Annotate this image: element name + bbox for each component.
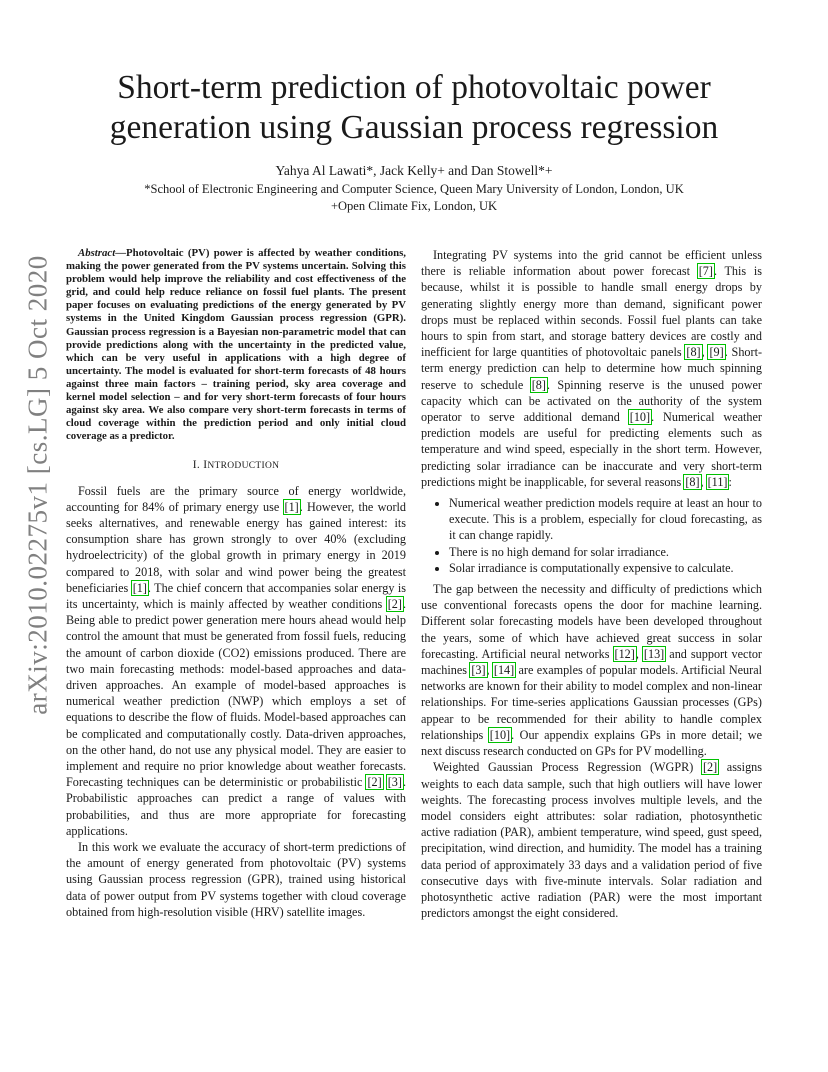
arxiv-identifier[interactable]: arXiv:2010.02275v1 [cs.LG] 5 Oct 2020 xyxy=(22,255,53,715)
title-line-1: Short-term prediction of photovoltaic power xyxy=(117,69,711,106)
citation-link[interactable]: [9] xyxy=(709,345,724,360)
paper-title xyxy=(60,68,768,148)
citation-link[interactable]: [10] xyxy=(629,410,651,425)
affiliations xyxy=(60,181,768,215)
abstract-label: Abstract xyxy=(78,247,116,259)
citation-link[interactable]: [13] xyxy=(643,646,665,661)
section-heading-introduction xyxy=(66,457,406,474)
citation-link[interactable]: [2] xyxy=(387,597,402,612)
intro-paragraph-3: Integrating PV systems into the grid cannot be efficient unless there is reliable information about power forecast [7]. This is because, whilst it is possible to handle small energy drops by generating slightly energy more than demand, significant power drops must be replaced within seconds. Fossil fuel plants can take hours to spin from start, and storage battery devices are costly and inefficient for large quantities of photovoltaic panels [8], [9]. Short-term energy prediction can help to determine how much spinning reserve to schedule [8]. Spinning reserve is the unused power capacity which can be activated on the authority of the system operator to serve additional demand [10]. Numerical weather prediction models are useful for predicting elements such as temperature and wind speed, especially in the short term. However, predicting solar irradiance can be inaccurate and very short-term predictions might be inapplicable, for several reasons [8], [11]: xyxy=(421,248,763,489)
citation-link[interactable]: [1] xyxy=(284,499,299,514)
section-title-initial: I xyxy=(203,459,208,472)
citation-link[interactable]: [1] xyxy=(132,580,147,595)
citation-link[interactable]: [7] xyxy=(698,264,713,279)
citation-link[interactable]: [8] xyxy=(531,377,546,392)
intro-paragraph-1: Fossil fuels are the primary source of energy worldwide, accounting for 84% of primary energy use [1]. However, the world seeks alternatives, and renewable energy has gained interest: its consumption share has grown strongly to over 40% (excluding hydroelectricity) of the global growth in primary energy in 2019 compared to 2018, with solar and wind power being the greatest beneficiaries [1]. The chief concern that accompanies solar energy is its uncertainty, which is mainly affected by weather conditions [2]. Being able to predict power generation mere hours ahead would help control the amount that must be generated from fossil fuels, reducing the amount of carbon dioxide (CO2) emissions produced. There are two main forecasting methods: model-based approaches and data-driven approaches. An example of model-based approaches is numerical weather prediction (NWP) which employs a set of equations to describe the flow of fluids. Model-based approaches can be complicated and computationally costly. Data-driven approaches, on the other hand, do not use any physical model. They are easier to implement and require no prior knowledge about weather forecasts. Forecasting techniques can be deterministic or probabilistic [2] [3]. Probabilistic approaches can predict a range of values with probabilities, and thus are more appropriate for forecasting applications. xyxy=(66,483,407,838)
citation-link[interactable]: [11] xyxy=(707,474,728,489)
section-title-rest: NTRODUCTION xyxy=(207,461,280,472)
citation-link[interactable]: [3] xyxy=(387,775,402,790)
author-list: Yahya Al Lawati*, Jack Kelly+ and Dan Stowell*+ xyxy=(275,163,553,178)
section-number: I. xyxy=(192,459,204,472)
intro-paragraph-2: In this work we evaluate the accuracy of short-term predictions of the amount of energy generated from photovoltaic (PV) systems using Gaussian process regression (GPR), trained using historical data of power output from PV systems together with cloud coverage obtained from high-resolution visible (HRV) satellite images. xyxy=(66,840,406,919)
list-item: • Numerical weather prediction models require at least an hour to execute. This is a problem, especially for cloud forecasting, as it can change rapidly. xyxy=(449,495,762,544)
affiliation-1: *School of Electronic Engineering and Computer Science, Queen Mary University of London, London, UK xyxy=(144,182,684,196)
right-column xyxy=(421,247,762,921)
list-item: • Solar irradiance is computationally expensive to calculate. xyxy=(449,560,762,576)
citation-link[interactable]: [2] xyxy=(702,760,718,775)
citation-link[interactable]: [12] xyxy=(614,646,635,661)
abstract xyxy=(66,247,406,443)
intro-paragraph-4: The gap between the necessity and difficulty of predictions which use conventional forecasts opens the door for machine learning. Different solar forecasting models have been developed throughout the years, some of which have achieved great success in solar forecasting. Artificial neural networks [12], [13] and support vector machines [3], [14] are examples of popular models. Artificial Neural networks are known for their ability to model complex and non-linear relationships. For time-series applications Gaussian processes (GPs) appear to be recommended for their ability to handle complex relationships [10]. Our appendix explains GPs in more detail; we next discuss research conducted on GPs for PV modelling. xyxy=(421,582,762,759)
affiliation-2: +Open Climate Fix, London, UK xyxy=(330,199,498,213)
citation-link[interactable]: [8] xyxy=(685,474,700,489)
left-column xyxy=(66,247,406,920)
citation-link[interactable]: [10] xyxy=(489,727,511,742)
citation-link[interactable]: [3] xyxy=(471,663,486,678)
citation-link[interactable]: [8] xyxy=(686,345,701,360)
limitations-list xyxy=(421,495,762,576)
intro-paragraph-5: Weighted Gaussian Process Regression (WGPR) [2] assigns weights to each data sample, such that high outliers will have lower weights. The forecasting process involves multiple levels, and the model considers eight attributes: solar radiation, photosynthetic active radiation (PAR), ambient temperature, wind speed, gust speed, precipitation, wind direction, and humidity. The model has a training data period of approximately 33 days and a validation period of five consecutive days with five-minute intervals. Solar radiation and photosynthetic active radiation (PAR) were the most important predictors amongst the eight considered. xyxy=(421,760,762,921)
citation-link[interactable]: [14] xyxy=(493,663,515,678)
citation-link[interactable]: [2] xyxy=(367,775,382,790)
title-line-2: generation using Gaussian process regression xyxy=(109,109,719,146)
list-item: • There is no high demand for solar irradiance. xyxy=(449,544,762,560)
abstract-text: —Photovoltaic (PV) power is affected by weather conditions, making the power generated from the PV systems uncertain. Solving this problem would help improve the reliability and cost effectiveness of the grid, and could help reduce reliance on fossil fuel plants. The present paper focuses on evaluating predictions of the energy generated by PV systems in the United Kingdom Gaussian process regression (GPR). Gaussian process regression is a Bayesian non-parametric model that can provide predictions along with the uncertainty in the predicted value, which can be very useful in applications with a high degree of uncertainty. The model is evaluated for short-term forecasts of 48 hours against three main factors – training period, sky area coverage and kernel model selection – and for very short-term forecasts of four hours against sky area. We also compare very short-term forecasts in terms of cloud coverage within the prediction period and only initial cloud coverage as a predictor. xyxy=(66,247,406,443)
